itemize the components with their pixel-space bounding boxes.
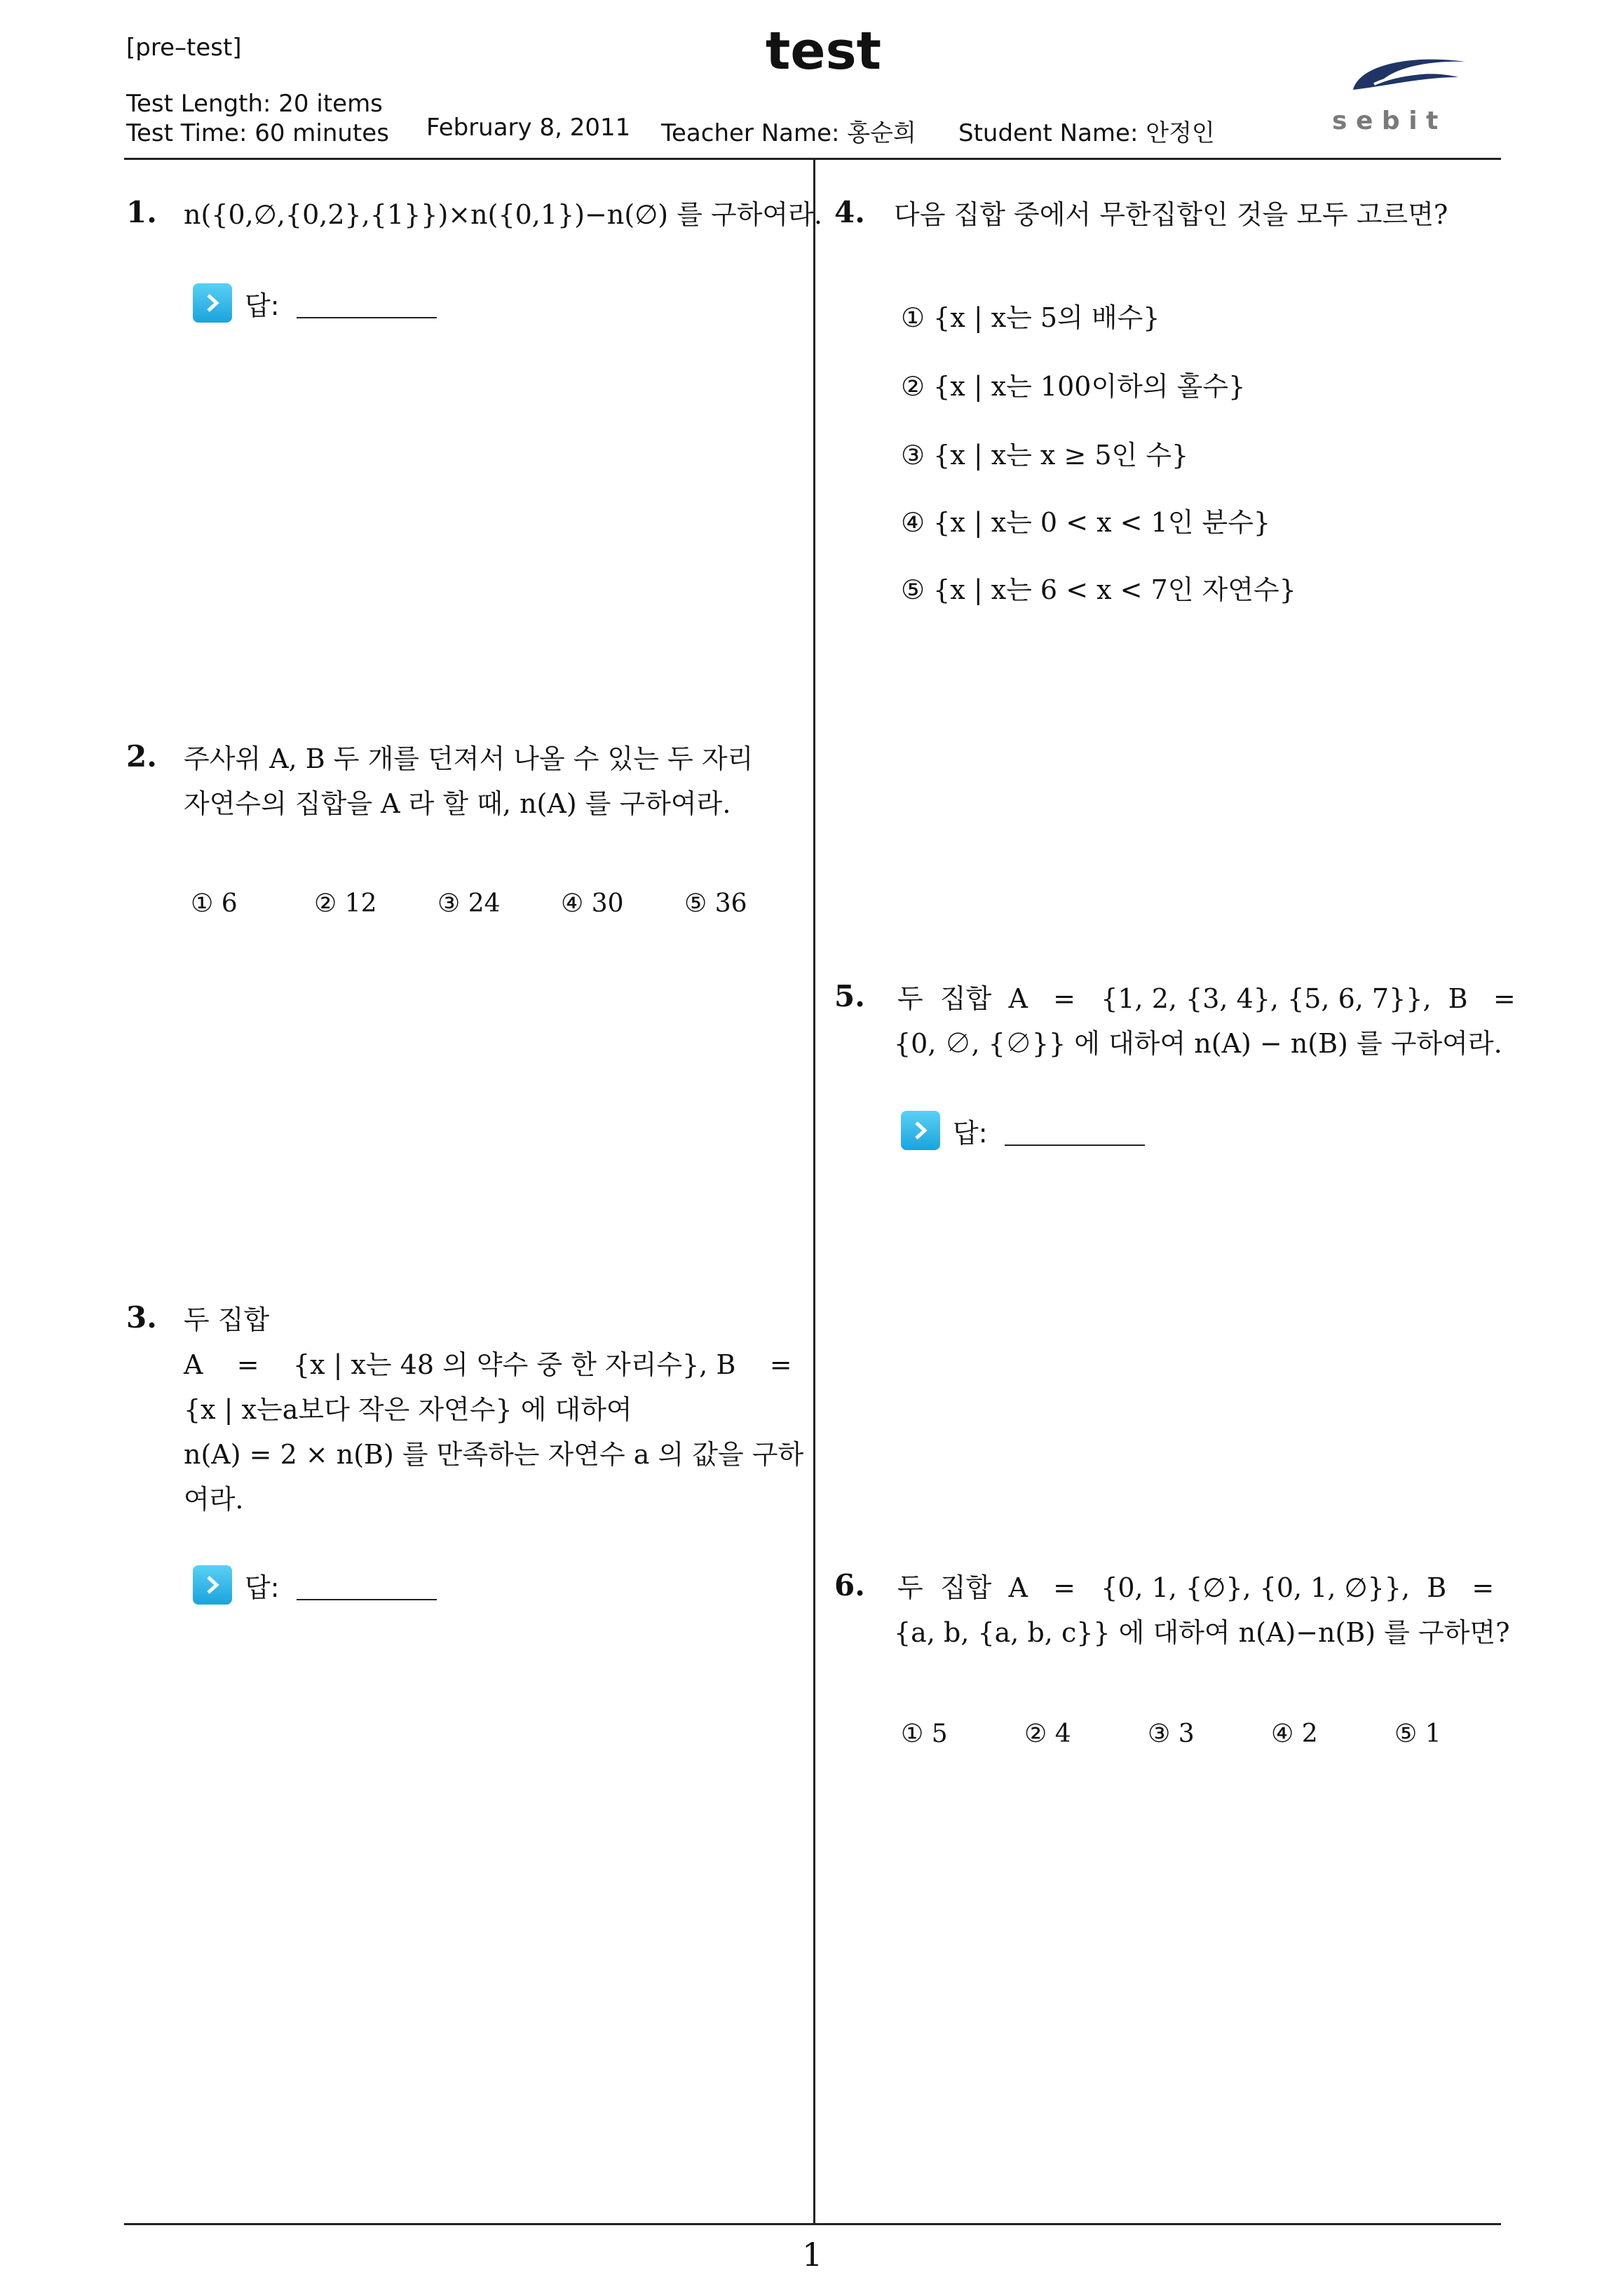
answer-label: 답: (245, 290, 280, 321)
q3-line1: 두 집합 (184, 1304, 270, 1335)
q4-option-3[interactable]: ③ {x | x는 x ≥ 5인 수} (901, 440, 1189, 471)
q4-number: 4. (834, 195, 865, 229)
q4-option-2[interactable]: ② {x | x는 100이하의 홀수} (901, 371, 1246, 402)
test-time: Test Time: 60 minutes (126, 119, 389, 147)
q4-option-1[interactable]: ① {x | x는 5의 배수} (901, 302, 1160, 333)
page-title: test (766, 21, 881, 81)
answer-arrow-icon (193, 283, 232, 323)
q2-option-1[interactable]: ① 6 (191, 889, 238, 918)
q2-option-2[interactable]: ② 12 (314, 889, 377, 918)
student-name: Student Name: 안정인 (958, 119, 1215, 147)
q2-option-5[interactable]: ⑤ 36 (684, 889, 747, 918)
q3-line4: n(A) = 2 × n(B) 를 만족하는 자연수 a 의 값을 구하 (184, 1439, 804, 1470)
q3-answer-blank[interactable] (297, 1569, 437, 1600)
q6-line1: 두 집합 A = {0, 1, {∅}, {0, 1, ∅}}, B = (897, 1572, 1495, 1603)
q1-answer (193, 283, 437, 323)
q5-number: 5. (834, 979, 865, 1013)
q2-option-3[interactable]: ③ 24 (437, 889, 501, 918)
q4-option-5[interactable]: ⑤ {x | x는 6 < x < 7인 자연수} (901, 574, 1296, 605)
q2-line2: 자연수의 집합을 A 라 할 때, n(A) 를 구하여라. (184, 788, 731, 819)
test-date: February 8, 2011 (426, 114, 631, 142)
q3-answer (193, 1565, 437, 1605)
q6-line2: {a, b, {a, b, c}} 에 대하여 n(A)−n(B) 를 구하면? (894, 1617, 1510, 1648)
q2-number: 2. (126, 739, 157, 774)
q6-option-1[interactable]: ① 5 (901, 1720, 948, 1748)
answer-label: 답: (245, 1572, 280, 1603)
q1-text: n({0,∅,{0,2},{1}})×n({0,1})−n(∅) 를 구하여라. (184, 199, 822, 230)
answer-arrow-icon (193, 1565, 232, 1605)
q6-option-3[interactable]: ③ 3 (1148, 1720, 1195, 1748)
q3-line2: A = {x | x는 48 의 약수 중 한 자리수}, B = (184, 1349, 792, 1380)
q3-line5: 여라. (184, 1484, 244, 1515)
test-length: Test Length: 20 items (126, 90, 383, 118)
sebit-logo-swoosh-icon (1332, 49, 1486, 105)
answer-arrow-icon (901, 1111, 940, 1150)
q1-number: 1. (126, 195, 157, 229)
teacher-name: Teacher Name: 홍순희 (661, 119, 916, 147)
q6-option-5[interactable]: ⑤ 1 (1394, 1720, 1441, 1748)
q5-line1: 두 집합 A = {1, 2, {3, 4}, {5, 6, 7}}, B = (897, 983, 1516, 1014)
page-number: 1 (802, 2236, 823, 2274)
q4-text: 다음 집합 중에서 무한집합인 것을 모두 고르면? (894, 199, 1448, 230)
q2-option-4[interactable]: ④ 30 (561, 889, 624, 918)
q6-number: 6. (834, 1568, 865, 1602)
q5-answer (901, 1111, 1145, 1150)
q3-line3: {x | x는a보다 작은 자연수} 에 대하여 (184, 1394, 632, 1425)
footer-rule (124, 2223, 1501, 2225)
column-divider (813, 160, 815, 2225)
q1-answer-blank[interactable] (297, 288, 437, 318)
logo-text: s e b i t (1332, 107, 1439, 135)
q6-option-2[interactable]: ② 4 (1024, 1720, 1071, 1748)
q5-answer-blank[interactable] (1005, 1115, 1145, 1146)
answer-label: 답: (953, 1117, 988, 1149)
q5-line2: {0, ∅, {∅}} 에 대하여 n(A) − n(B) 를 구하여라. (894, 1028, 1502, 1059)
q2-line1: 주사위 A, B 두 개를 던져서 나올 수 있는 두 자리 (184, 743, 754, 774)
q3-number: 3. (126, 1300, 157, 1335)
sebit-logo (1332, 49, 1500, 140)
q6-option-4[interactable]: ④ 2 (1271, 1720, 1318, 1748)
q4-option-4[interactable]: ④ {x | x는 0 < x < 1인 분수} (901, 507, 1271, 538)
pretest-tag: [pre–test] (126, 34, 242, 62)
header-rule (124, 158, 1501, 160)
